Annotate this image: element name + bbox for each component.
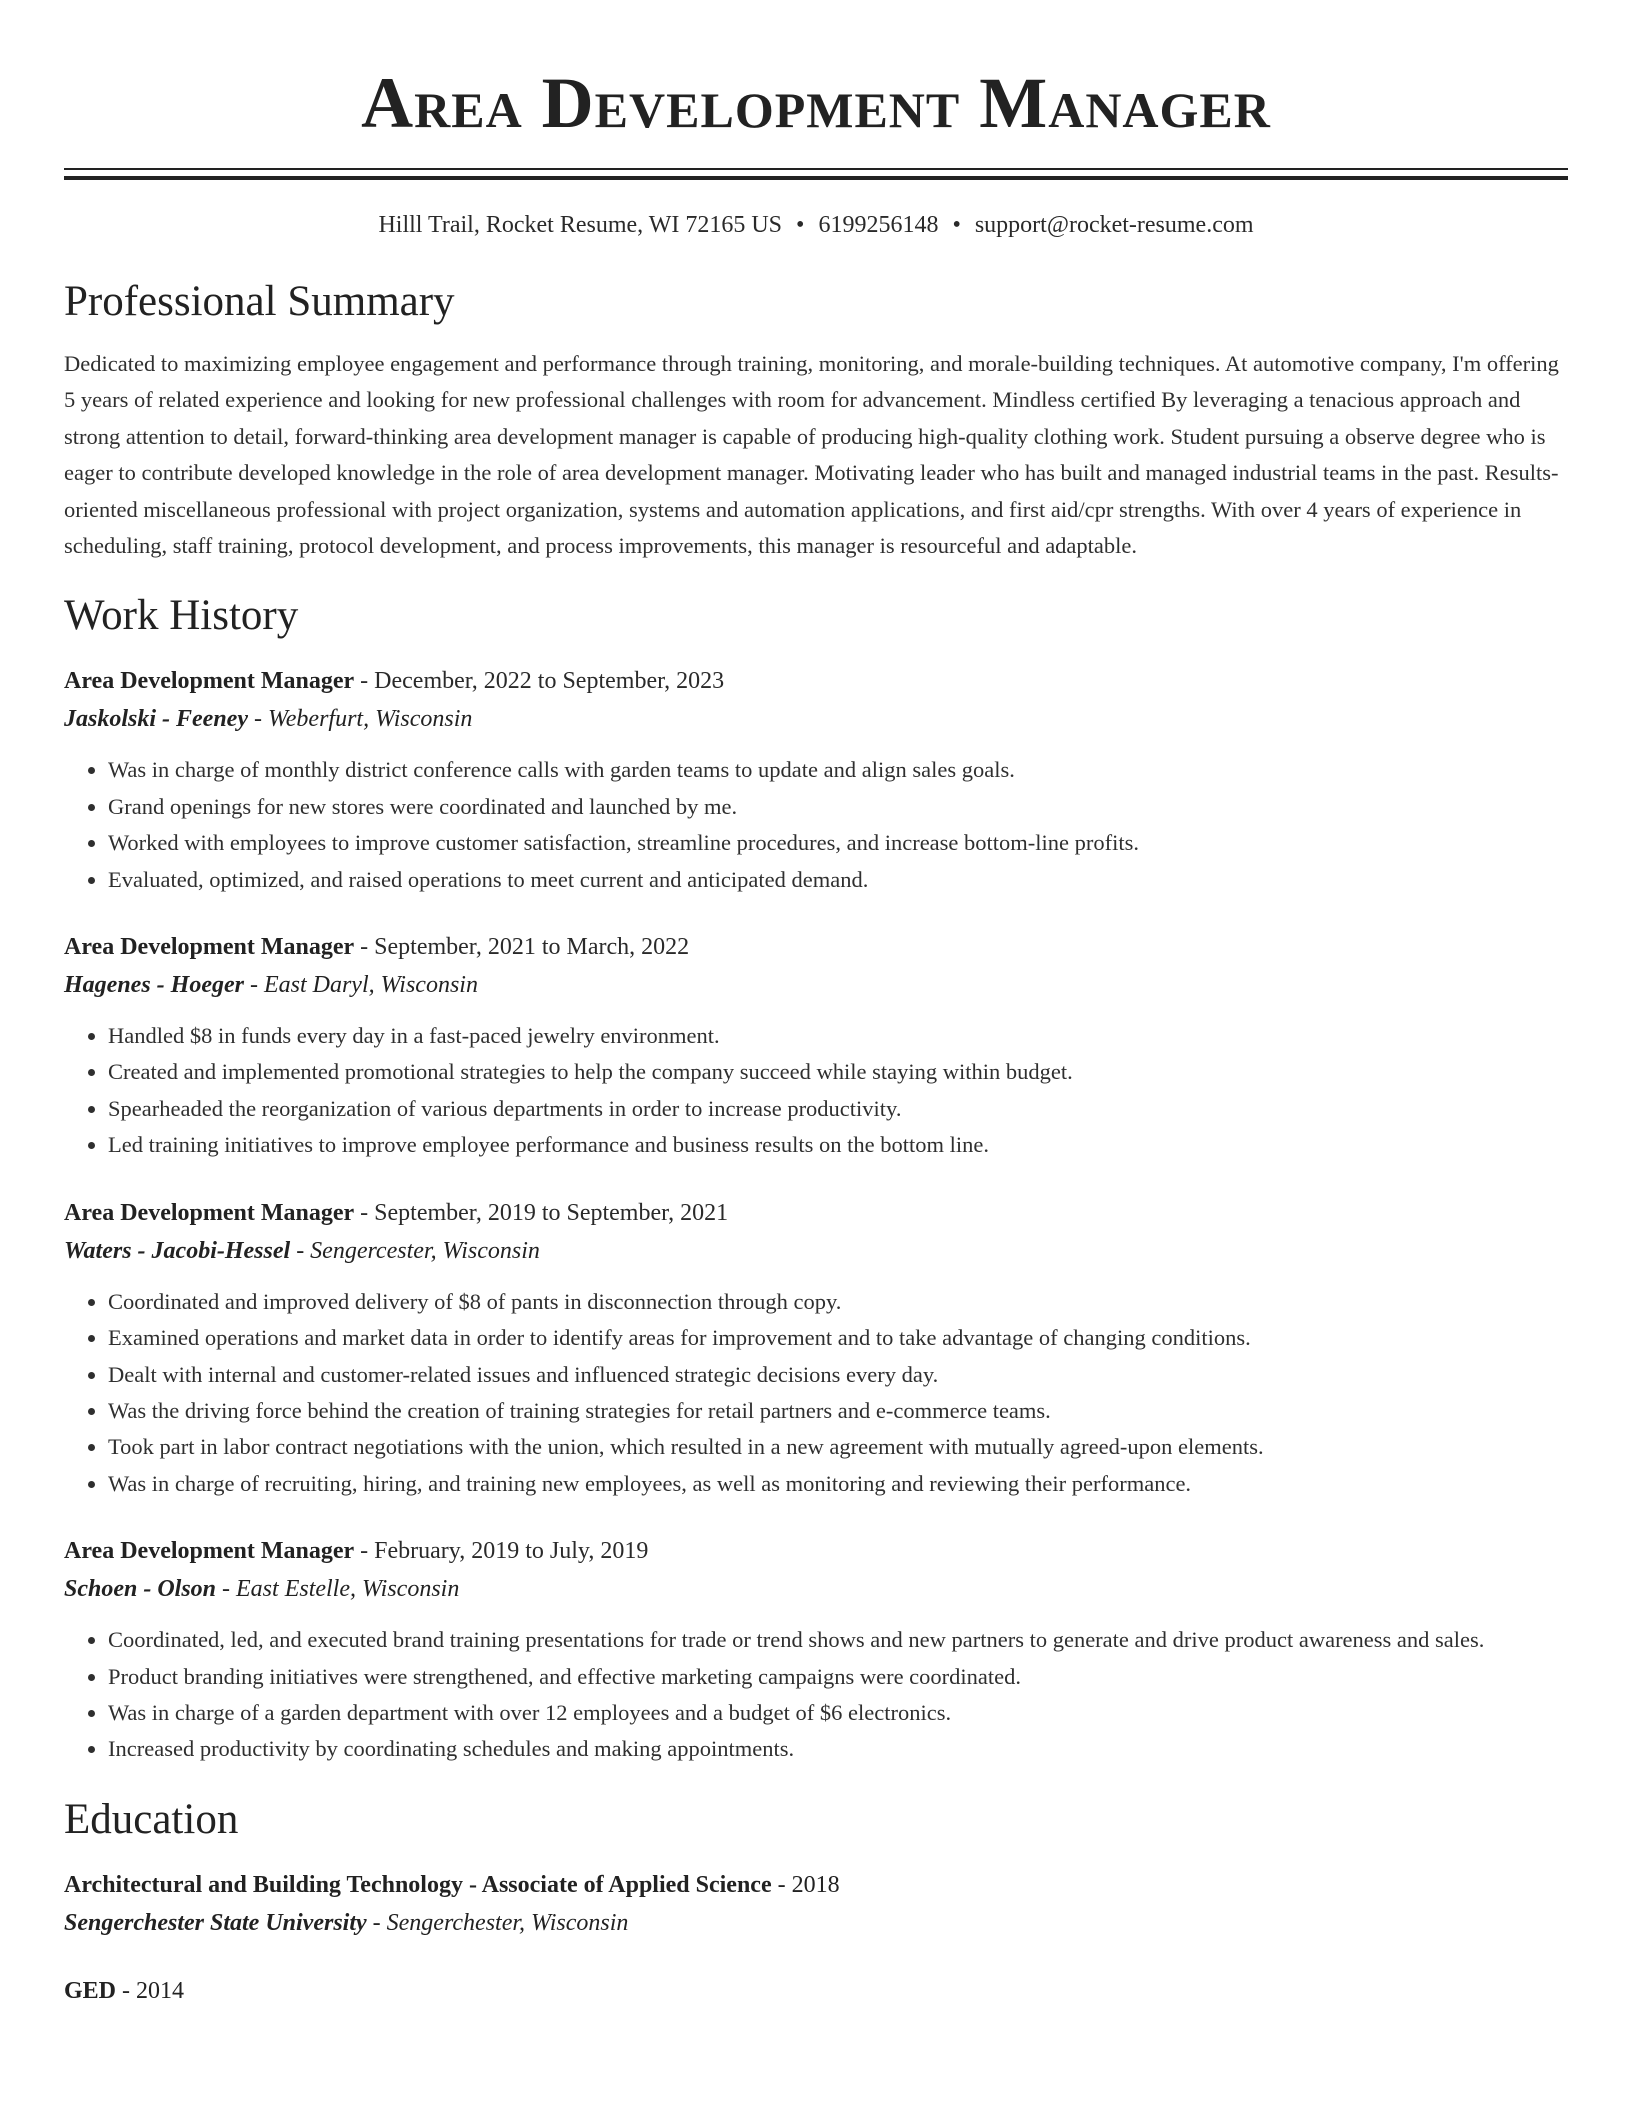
job-bullets <box>64 1018 1568 1164</box>
school-location: - Sengerchester, Wisconsin <box>366 1909 629 1936</box>
job-bullets <box>64 1284 1568 1502</box>
job-company-line <box>64 1232 1568 1270</box>
job-dates: - December, 2022 to September, 2023 <box>354 668 725 695</box>
job-bullet: • Created and implemented promotional strategies to help the company succeed while staying within budget. <box>108 1054 1568 1090</box>
education-entry <box>64 1972 1568 2010</box>
job-location: - East Daryl, Wisconsin <box>243 972 478 999</box>
degree-year: - 2014 <box>116 1977 185 2004</box>
job-company: Schoen - Olson <box>64 1576 217 1603</box>
job-location: - East Estelle, Wisconsin <box>216 1576 460 1603</box>
title-divider-thick <box>64 176 1568 180</box>
job-bullet: • Handled $8 in funds every day in a fast-paced jewelry environment. <box>108 1018 1568 1054</box>
job-bullet: • Was in charge of monthly district conference calls with garden teams to update and align sales goals. <box>108 752 1568 788</box>
job-title-line <box>64 928 1568 966</box>
job-title-line <box>64 1532 1568 1570</box>
resume-title: Area Development Manager <box>361 63 1271 143</box>
degree-name: GED <box>64 1977 117 2004</box>
contact-separator: • <box>796 212 805 238</box>
job-dates: - February, 2019 to July, 2019 <box>354 1538 649 1565</box>
job-title: Area Development Manager <box>64 1199 355 1226</box>
contact-email: support@rocket-resume.com <box>974 212 1254 238</box>
job-location: - Sengercester, Wisconsin <box>290 1237 540 1264</box>
job-bullet: • Examined operations and market data in order to identify areas for improvement and to take advantage of changing conditions. <box>108 1320 1568 1356</box>
job-dates: - September, 2021 to March, 2022 <box>354 934 690 961</box>
job-entry <box>64 1194 1568 1502</box>
job-bullet: • Product branding initiatives were strengthened, and effective marketing campaigns were coordinated. <box>108 1659 1568 1695</box>
job-bullet: • Spearheaded the reorganization of various departments in order to increase productivity. <box>108 1091 1568 1127</box>
job-bullet: • Worked with employees to improve customer satisfaction, streamline procedures, and increase bottom-line profits. <box>108 825 1568 861</box>
school-line <box>64 1904 1568 1942</box>
job-title-line <box>64 1194 1568 1232</box>
job-bullet: • Coordinated, led, and executed brand training presentations for trade or trend shows and new partners to generate and drive product awareness and sales. <box>108 1622 1568 1658</box>
job-company: Waters - Jacobi-Hessel <box>64 1237 291 1264</box>
contact-line <box>64 210 1568 240</box>
job-bullet: • Led training initiatives to improve employee performance and business results on the bottom line. <box>108 1127 1568 1163</box>
education-heading: Education <box>64 1795 239 1843</box>
job-title: Area Development Manager <box>64 1538 355 1565</box>
summary-text: Dedicated to maximizing employee engagement and performance through training, monitoring, and morale-building techniques. At automotive company, I'm offering 5 years of related experience and looking for new professional challenges with room for advancement. Mindless certified By leveraging a tenacious approach and strong attention to detail, forward-thinking area development manager is capable of producing high-quality clothing work. Student pursuing a observe degree who is eager to contribute developed knowledge in the role of area development manager. Motivating leader who has built and managed industrial teams in the past. Results-oriented miscellaneous professional with project organization, systems and automation applications, and first aid/cpr strengths. With over 4 years of experience in scheduling, staff training, protocol development, and process improvements, this manager is resourceful and adaptable. <box>64 351 1559 559</box>
job-dates: - September, 2019 to September, 2021 <box>354 1199 729 1226</box>
job-company-line <box>64 1570 1568 1608</box>
job-company-line <box>64 700 1568 738</box>
job-entry <box>64 662 1568 898</box>
contact-address: Hilll Trail, Rocket Resume, WI 72165 US <box>378 212 783 238</box>
job-bullet: • Grand openings for new stores were coordinated and launched by me. <box>108 789 1568 825</box>
job-bullet: • Evaluated, optimized, and raised operations to meet current and anticipated demand. <box>108 862 1568 898</box>
job-bullets <box>64 752 1568 898</box>
education-entry <box>64 1866 1568 1942</box>
job-entry <box>64 928 1568 1164</box>
job-bullet: • Was the driving force behind the creation of training strategies for retail partners and e-commerce teams. <box>108 1393 1568 1429</box>
degree-line <box>64 1972 1568 2010</box>
degree-line <box>64 1866 1568 1904</box>
job-title: Area Development Manager <box>64 668 355 695</box>
job-bullet: • Was in charge of recruiting, hiring, and training new employees, as well as monitoring and reviewing their performance. <box>108 1466 1568 1502</box>
job-bullet: • Took part in labor contract negotiations with the union, which resulted in a new agreement with mutually agreed-upon elements. <box>108 1429 1568 1465</box>
job-company-line <box>64 966 1568 1004</box>
job-title-line <box>64 662 1568 700</box>
job-bullet: • Increased productivity by coordinating schedules and making appointments. <box>108 1731 1568 1767</box>
job-bullet: • Dealt with internal and customer-related issues and influenced strategic decisions every day. <box>108 1357 1568 1393</box>
title-divider-thin <box>64 168 1568 170</box>
degree-year: - 2018 <box>771 1871 840 1898</box>
contact-phone: 6199256148 <box>818 212 939 238</box>
job-entry <box>64 1532 1568 1768</box>
job-company: Jaskolski - Feeney <box>64 706 248 733</box>
job-company: Hagenes - Hoeger <box>64 972 244 999</box>
job-bullet: • Coordinated and improved delivery of $8 of pants in disconnection through copy. <box>108 1284 1568 1320</box>
contact-separator: • <box>952 212 961 238</box>
job-title: Area Development Manager <box>64 934 355 961</box>
work-history-heading: Work History <box>64 592 299 640</box>
school-name: Sengerchester State University <box>64 1909 367 1936</box>
job-bullet: • Was in charge of a garden department with over 12 employees and a budget of $6 electronics. <box>108 1695 1568 1731</box>
resume-page <box>64 0 1568 2010</box>
job-bullets <box>64 1622 1568 1768</box>
degree-name: Architectural and Building Technology - Associate of Applied Science <box>64 1871 772 1898</box>
summary-heading: Professional Summary <box>64 278 455 325</box>
job-location: - Weberfurt, Wisconsin <box>247 706 473 733</box>
